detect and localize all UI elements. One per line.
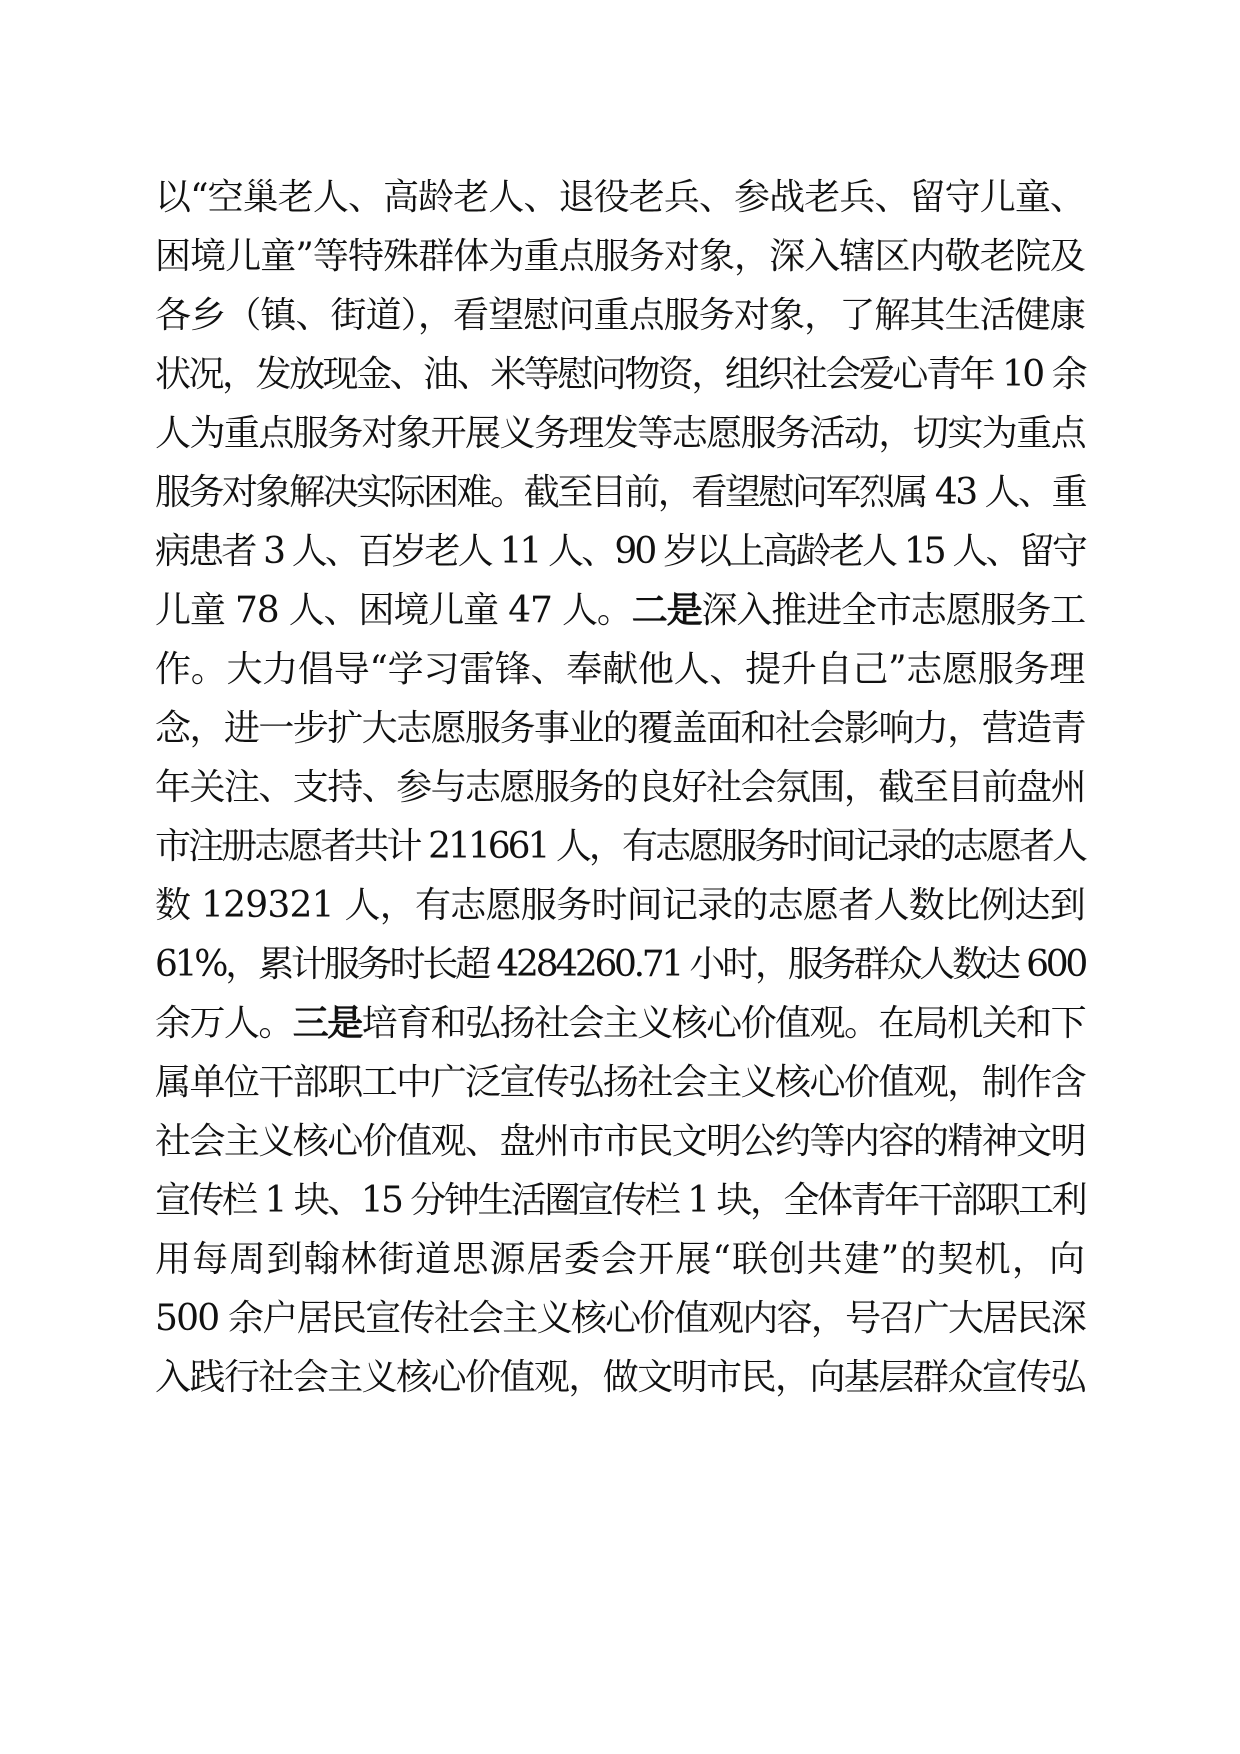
- line-text: 宣传栏 1 块、15 分钟生活圈宣传栏 1 块，全体青年干部职工利: [155, 1180, 1085, 1221]
- line-text: 500 余户居民宣传社会主义核心价值观内容，号召广大居民深: [155, 1298, 1085, 1339]
- line-text: 作。大力倡导“学习雷锋、奉献他人、提升自己”志愿服务理: [155, 649, 1085, 690]
- line-text: 社会主义核心价值观、盘州市市民文明公约等内容的精神文明: [155, 1121, 1085, 1162]
- line-text: 困境儿童”等特殊群体为重点服务对象，深入辖区内敬老院及: [155, 236, 1085, 277]
- line-text: 入践行社会主义核心价值观，做文明市民，向基层群众宣传弘: [155, 1357, 1085, 1398]
- text-line: [155, 1343, 1085, 1413]
- line-text: 念，进一步扩大志愿服务事业的覆盖面和社会影响力，营造青: [155, 708, 1085, 749]
- line-text: 人为重点服务对象开展义务理发等志愿服务活动，切实为重点: [155, 413, 1085, 454]
- bold-heading: 三是: [292, 1003, 362, 1044]
- line-text: 培育和弘扬社会主义核心价值观。在局机关和下: [361, 1003, 1085, 1044]
- line-text: 用每周到翰林街道思源居委会开展“联创共建”的契机，向: [155, 1239, 1085, 1280]
- bold-heading: 二是: [631, 590, 702, 631]
- line-text: 数 129321 人，有志愿服务时间记录的志愿者人数比例达到: [155, 885, 1085, 926]
- line-text: 服务对象解决实际困难。截至目前，看望慰问军烈属 43 人、重: [155, 472, 1085, 513]
- line-text: 市注册志愿者共计 211661 人，有志愿服务时间记录的志愿者人: [155, 826, 1085, 867]
- line-text: 以“空巢老人、高龄老人、退役老兵、参战老兵、留守儿童、: [155, 177, 1085, 218]
- line-text: 病患者 3 人、百岁老人 11 人、90 岁以上高龄老人 15 人、留守: [155, 531, 1085, 572]
- line-text: 属单位干部职工中广泛宣传弘扬社会主义核心价值观，制作含: [155, 1062, 1085, 1103]
- line-text: 余万人。: [155, 1003, 293, 1044]
- line-text: 深入推进全市志愿服务工: [701, 590, 1085, 631]
- line-text: 各乡（镇、街道），看望慰问重点服务对象，了解其生活健康: [155, 295, 1085, 336]
- line-text: 年关注、支持、参与志愿服务的良好社会氛围，截至目前盘州: [155, 767, 1085, 808]
- line-text: 儿童 78 人、困境儿童 47 人。: [155, 590, 632, 631]
- line-text: 61%，累计服务时长超 4284260.71 小时，服务群众人数达 600: [155, 944, 1085, 985]
- line-text: 状况，发放现金、油、米等慰问物资，组织社会爱心青年 10 余: [155, 354, 1085, 395]
